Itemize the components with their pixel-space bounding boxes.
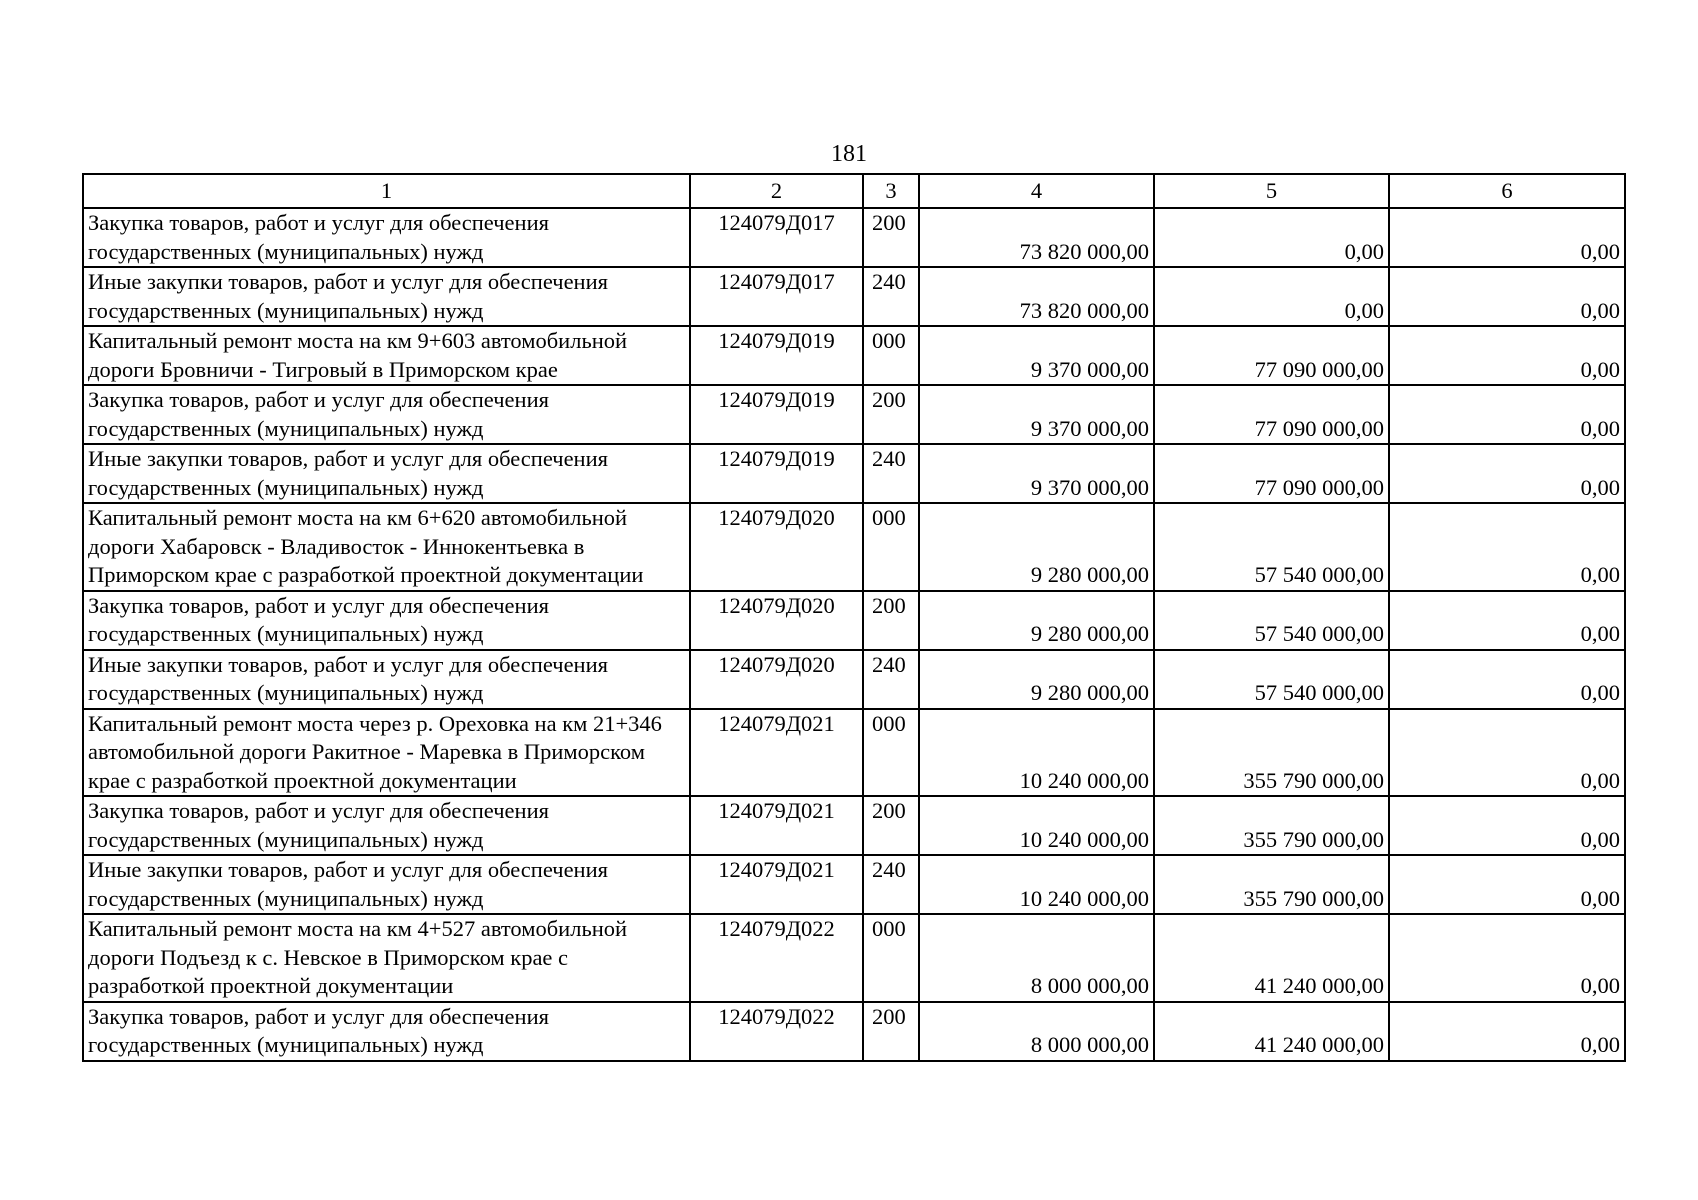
amount-col6-cell: 0,00: [1389, 267, 1625, 326]
item-name-cell: Капитальный ремонт моста на км 6+620 автомобильной дороги Хабаровск - Владивосток - Иннокентьевка в Приморском крае с разработкой проектной документации: [83, 503, 690, 591]
amount-col5-cell: 77 090 000,00: [1154, 385, 1389, 444]
item-name-cell: Закупка товаров, работ и услуг для обеспечения государственных (муниципальных) нужд: [83, 385, 690, 444]
amount-col4-cell: 10 240 000,00: [919, 709, 1154, 797]
item-name-cell: Закупка товаров, работ и услуг для обеспечения государственных (муниципальных) нужд: [83, 208, 690, 267]
target-code-cell: 124079Д022: [690, 914, 863, 1002]
budget-table: [82, 173, 1626, 1062]
header-cell: 4: [919, 174, 1154, 208]
target-code-cell: 124079Д019: [690, 444, 863, 503]
amount-col4-cell: 73 820 000,00: [919, 208, 1154, 267]
expense-type-cell: 200: [863, 385, 919, 444]
amount-col6-cell: 0,00: [1389, 914, 1625, 1002]
amount-col6-cell: 0,00: [1389, 709, 1625, 797]
expense-type-cell: 200: [863, 1002, 919, 1061]
amount-col6-cell: 0,00: [1389, 444, 1625, 503]
table-body: [83, 208, 1625, 1061]
item-name-cell: Иные закупки товаров, работ и услуг для обеспечения государственных (муниципальных) нужд: [83, 650, 690, 709]
table-row: [83, 444, 1625, 503]
amount-col5-cell: 57 540 000,00: [1154, 650, 1389, 709]
amount-col6-cell: 0,00: [1389, 208, 1625, 267]
amount-col4-cell: 9 370 000,00: [919, 385, 1154, 444]
target-code-cell: 124079Д020: [690, 503, 863, 591]
header-row: [83, 174, 1625, 208]
amount-col5-cell: 0,00: [1154, 208, 1389, 267]
page-number: 181: [831, 141, 867, 167]
expense-type-cell: 240: [863, 267, 919, 326]
table-row: [83, 650, 1625, 709]
target-code-cell: 124079Д020: [690, 591, 863, 650]
table-row: [83, 208, 1625, 267]
table-row: [83, 914, 1625, 1002]
header-cell: 2: [690, 174, 863, 208]
expense-type-cell: 000: [863, 326, 919, 385]
table-row: [83, 709, 1625, 797]
target-code-cell: 124079Д021: [690, 855, 863, 914]
header-cell: 1: [83, 174, 690, 208]
target-code-cell: 124079Д021: [690, 709, 863, 797]
amount-col6-cell: 0,00: [1389, 650, 1625, 709]
amount-col6-cell: 0,00: [1389, 503, 1625, 591]
amount-col6-cell: 0,00: [1389, 326, 1625, 385]
amount-col6-cell: 0,00: [1389, 591, 1625, 650]
amount-col5-cell: 77 090 000,00: [1154, 444, 1389, 503]
expense-type-cell: 240: [863, 444, 919, 503]
item-name-cell: Закупка товаров, работ и услуг для обеспечения государственных (муниципальных) нужд: [83, 591, 690, 650]
amount-col4-cell: 9 280 000,00: [919, 591, 1154, 650]
target-code-cell: 124079Д017: [690, 208, 863, 267]
amount-col5-cell: 355 790 000,00: [1154, 796, 1389, 855]
target-code-cell: 124079Д022: [690, 1002, 863, 1061]
expense-type-cell: 240: [863, 855, 919, 914]
amount-col5-cell: 41 240 000,00: [1154, 1002, 1389, 1061]
amount-col4-cell: 8 000 000,00: [919, 1002, 1154, 1061]
expense-type-cell: 200: [863, 591, 919, 650]
amount-col5-cell: 41 240 000,00: [1154, 914, 1389, 1002]
amount-col6-cell: 0,00: [1389, 1002, 1625, 1061]
target-code-cell: 124079Д021: [690, 796, 863, 855]
amount-col6-cell: 0,00: [1389, 855, 1625, 914]
amount-col5-cell: 355 790 000,00: [1154, 855, 1389, 914]
amount-col5-cell: 77 090 000,00: [1154, 326, 1389, 385]
header-cell: 6: [1389, 174, 1625, 208]
table-row: [83, 503, 1625, 591]
amount-col4-cell: 9 370 000,00: [919, 326, 1154, 385]
item-name-cell: Иные закупки товаров, работ и услуг для обеспечения государственных (муниципальных) нужд: [83, 855, 690, 914]
amount-col4-cell: 9 280 000,00: [919, 650, 1154, 709]
header-cell: 5: [1154, 174, 1389, 208]
item-name-cell: Иные закупки товаров, работ и услуг для обеспечения государственных (муниципальных) нужд: [83, 267, 690, 326]
header-cell: 3: [863, 174, 919, 208]
expense-type-cell: 240: [863, 650, 919, 709]
amount-col4-cell: 8 000 000,00: [919, 914, 1154, 1002]
table-row: [83, 591, 1625, 650]
amount-col5-cell: 57 540 000,00: [1154, 503, 1389, 591]
item-name-cell: Капитальный ремонт моста на км 9+603 автомобильной дороги Бровничи - Тигровый в Приморском крае: [83, 326, 690, 385]
item-name-cell: Капитальный ремонт моста через р. Ореховка на км 21+346 автомобильной дороги Ракитное - Маревка в Приморском крае с разработкой проектной документации: [83, 709, 690, 797]
expense-type-cell: 000: [863, 914, 919, 1002]
table-row: [83, 855, 1625, 914]
amount-col6-cell: 0,00: [1389, 385, 1625, 444]
item-name-cell: Иные закупки товаров, работ и услуг для обеспечения государственных (муниципальных) нужд: [83, 444, 690, 503]
item-name-cell: Закупка товаров, работ и услуг для обеспечения государственных (муниципальных) нужд: [83, 1002, 690, 1061]
table-row: [83, 267, 1625, 326]
table-row: [83, 385, 1625, 444]
table-row: [83, 796, 1625, 855]
expense-type-cell: 000: [863, 709, 919, 797]
table-row: [83, 326, 1625, 385]
amount-col5-cell: 57 540 000,00: [1154, 591, 1389, 650]
target-code-cell: 124079Д017: [690, 267, 863, 326]
amount-col4-cell: 10 240 000,00: [919, 855, 1154, 914]
expense-type-cell: 000: [863, 503, 919, 591]
amount-col4-cell: 9 370 000,00: [919, 444, 1154, 503]
amount-col4-cell: 9 280 000,00: [919, 503, 1154, 591]
table-row: [83, 1002, 1625, 1061]
expense-type-cell: 200: [863, 796, 919, 855]
amount-col4-cell: 73 820 000,00: [919, 267, 1154, 326]
target-code-cell: 124079Д020: [690, 650, 863, 709]
amount-col6-cell: 0,00: [1389, 796, 1625, 855]
item-name-cell: Капитальный ремонт моста на км 4+527 автомобильной дороги Подъезд к с. Невское в Приморском крае с разработкой проектной документации: [83, 914, 690, 1002]
amount-col4-cell: 10 240 000,00: [919, 796, 1154, 855]
amount-col5-cell: 355 790 000,00: [1154, 709, 1389, 797]
target-code-cell: 124079Д019: [690, 385, 863, 444]
item-name-cell: Закупка товаров, работ и услуг для обеспечения государственных (муниципальных) нужд: [83, 796, 690, 855]
amount-col5-cell: 0,00: [1154, 267, 1389, 326]
expense-type-cell: 200: [863, 208, 919, 267]
target-code-cell: 124079Д019: [690, 326, 863, 385]
